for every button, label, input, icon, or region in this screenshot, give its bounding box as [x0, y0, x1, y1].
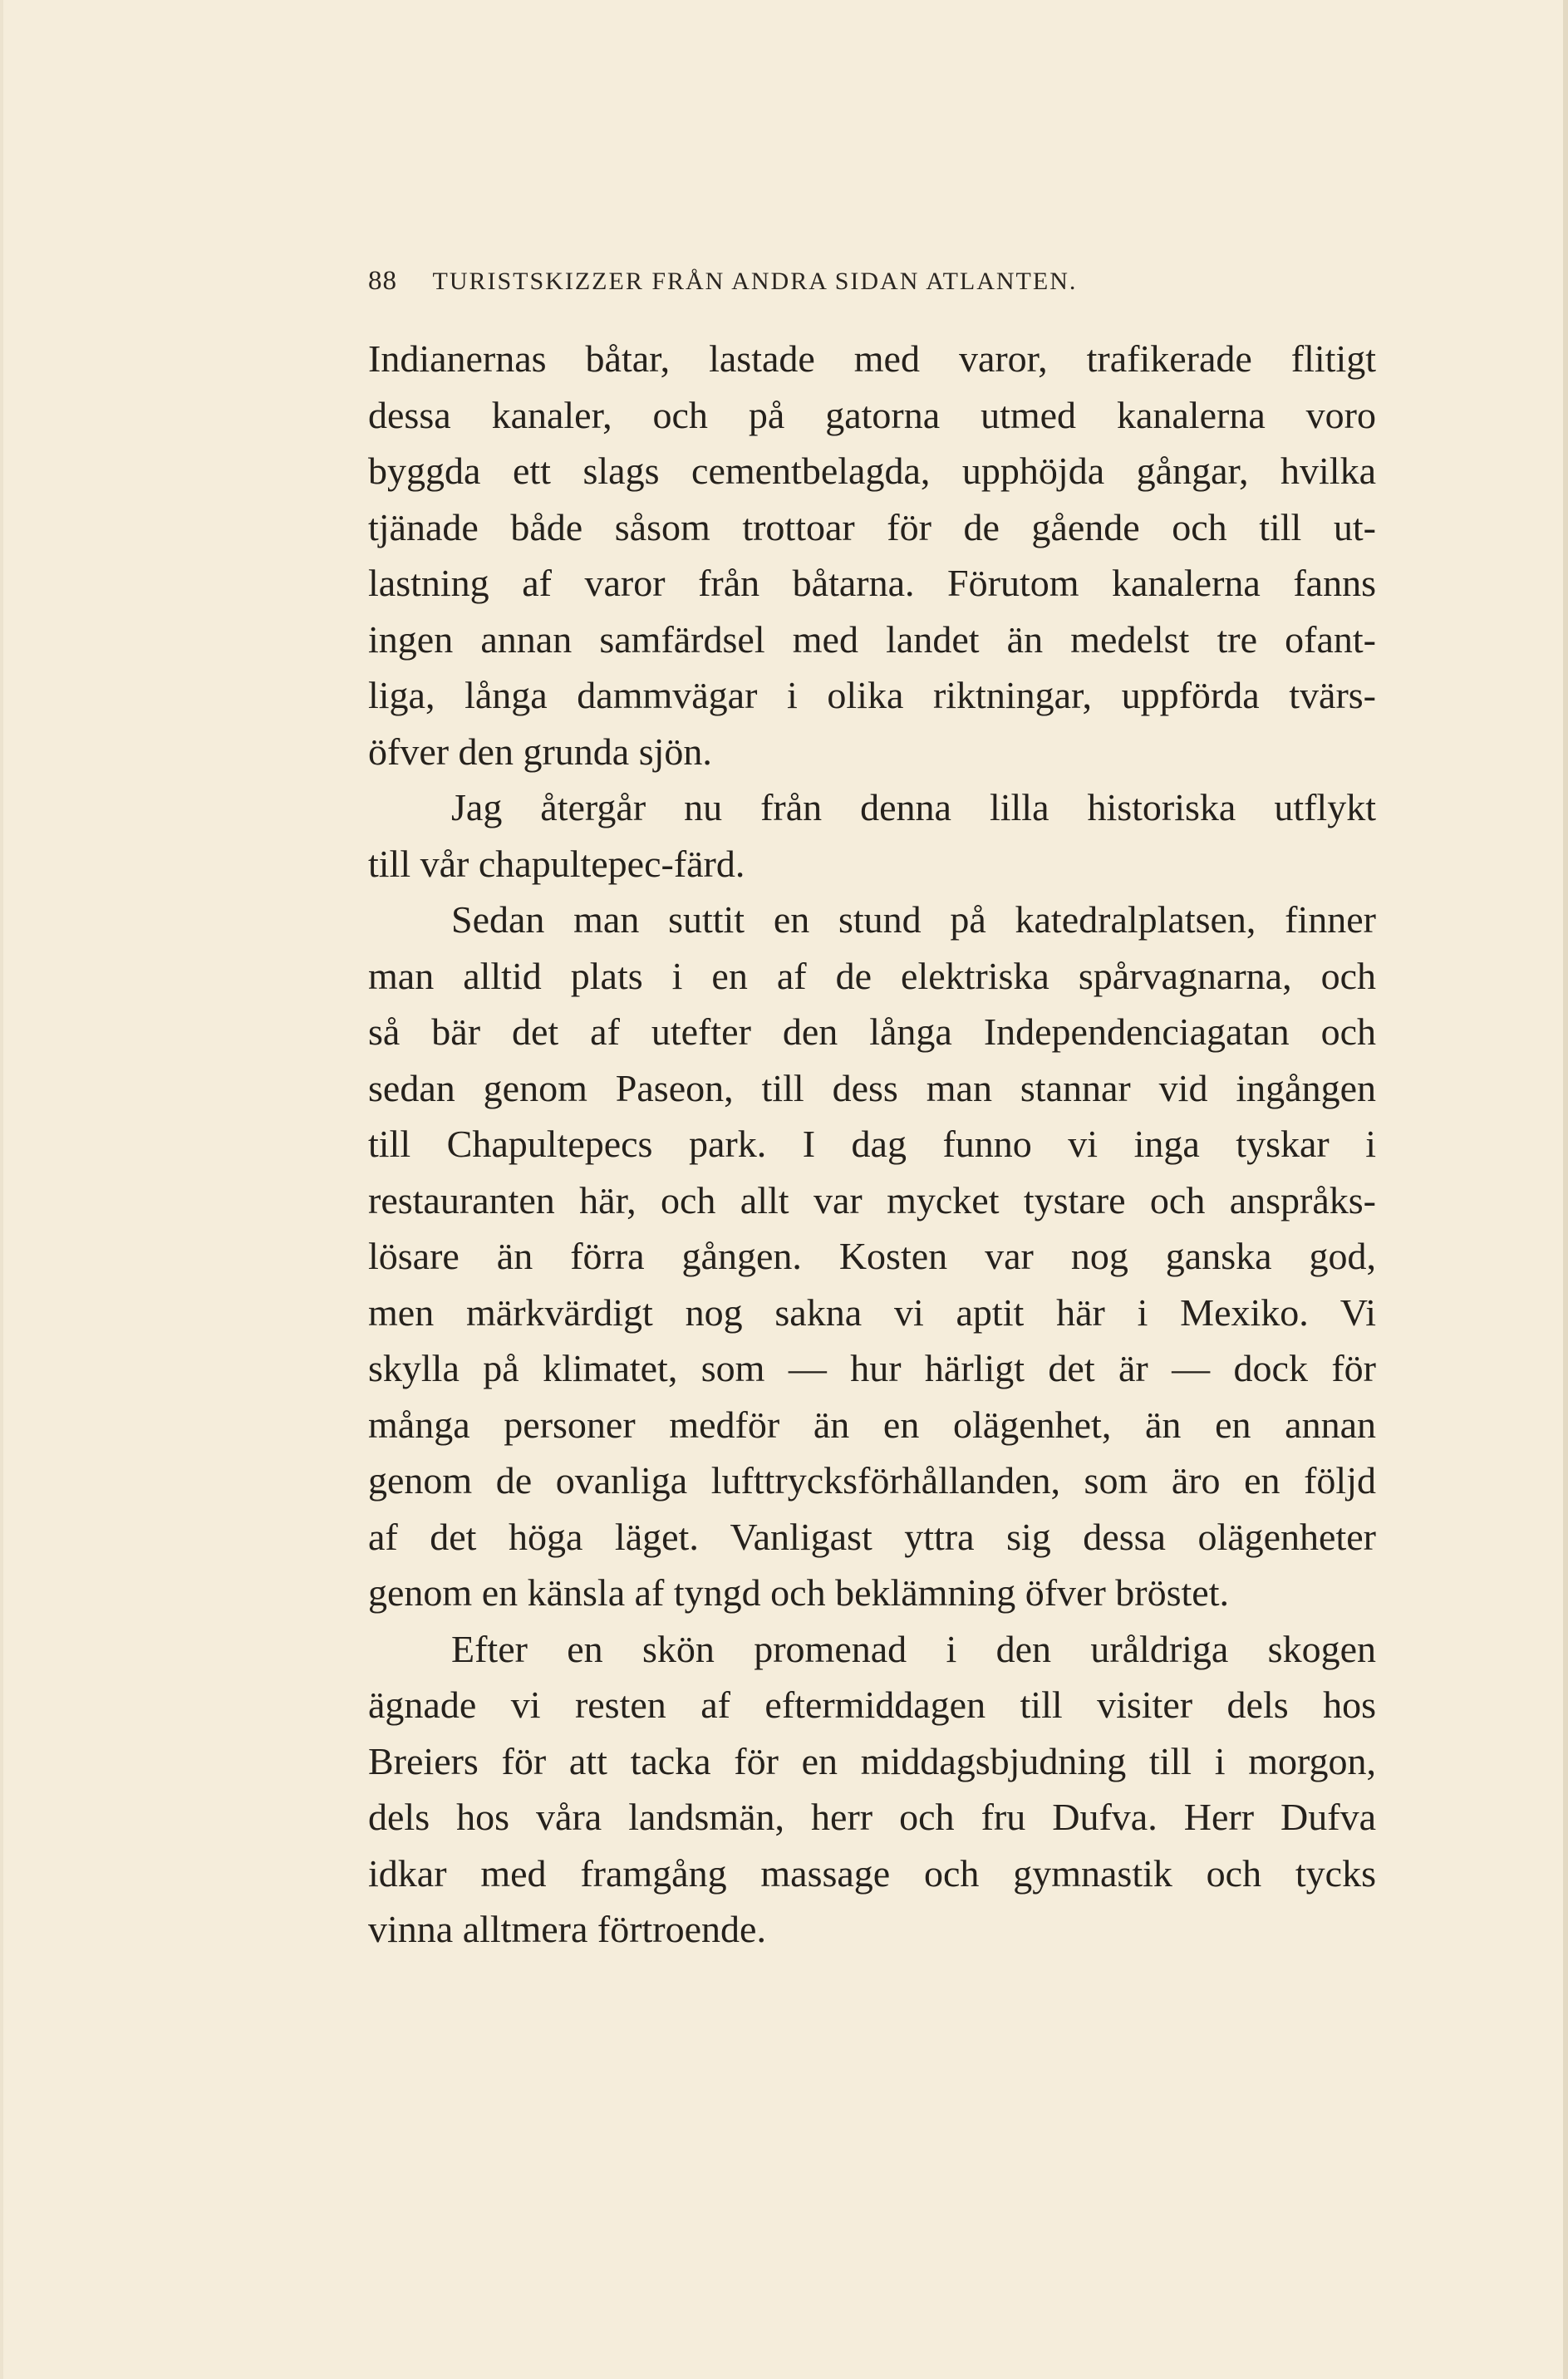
text-line: många personer medför än en olägenhet, än en annan — [368, 1403, 1376, 1446]
text-line: dessa kanaler, och på gatorna utmed kanalerna voro — [368, 393, 1376, 436]
text-line: genom de ovanliga lufttrycksförhållanden, som äro en följd — [368, 1459, 1376, 1502]
text-line: Indianernas båtar, lastade med varor, trafikerade flitigt — [368, 337, 1376, 380]
text-line: Breiers för att tacka för en middagsbjudning till i morgon, — [368, 1739, 1376, 1782]
text-line: af det höga läget. Vanligast yttra sig dessa olägenheter — [368, 1515, 1376, 1558]
text-line: genom en känsla af tyngd och beklämning öfver bröstet. — [368, 1571, 1229, 1614]
text-line: tjänade både såsom trottoar för de gående och till ut- — [368, 505, 1376, 548]
running-head — [368, 264, 1398, 298]
text-line: lastning af varor från båtarna. Förutom kanalerna fanns — [368, 562, 1376, 604]
text-line: öfver den grunda sjön. — [368, 730, 712, 773]
body-text — [368, 331, 1376, 1958]
text-line: sedan genom Paseon, till dess man stannar vid ingången — [368, 1066, 1376, 1109]
text-line: Jag återgår nu från denna lilla historiska utflykt — [451, 786, 1376, 828]
text-line: så bär det af utefter den långa Independenciagatan och — [368, 1010, 1376, 1053]
text-line: restauranten här, och allt var mycket tystare och anspråks- — [368, 1178, 1376, 1221]
text-line: liga, långa dammvägar i olika riktningar, uppförda tvärs- — [368, 674, 1376, 716]
page-edge-right — [1563, 0, 1568, 2379]
text-line: byggda ett slags cementbelagda, upphöjda gångar, hvilka — [368, 450, 1376, 492]
text-line: skylla på klimatet, som — hur härligt det är — dock för — [368, 1347, 1376, 1389]
text-line: ingen annan samfärdsel med landet än medelst tre ofant- — [368, 617, 1376, 661]
text-line: Efter en skön promenad i den uråldriga skogen — [451, 1627, 1376, 1670]
text-line: till vår chapultepec-färd. — [368, 842, 745, 885]
paragraph — [368, 779, 1376, 892]
text-line: ägnade vi resten af eftermiddagen till visiter dels hos — [368, 1683, 1376, 1726]
text-line: Sedan man suttit en stund på katedralplatsen, finner — [451, 898, 1376, 941]
text-line: lösare än förra gången. Kosten var nog ganska god, — [368, 1235, 1376, 1277]
text-line: idkar med framgång massage och gymnastik och tycks — [368, 1851, 1376, 1895]
text-line: vinna alltmera förtroende. — [368, 1908, 766, 1950]
text-line: men märkvärdigt nog sakna vi aptit här i Mexiko. Vi — [368, 1290, 1376, 1334]
paragraph — [368, 1621, 1376, 1958]
running-title: TURISTSKIZZER FRÅN ANDRA SIDAN ATLANTEN. — [432, 268, 1078, 295]
paragraph — [368, 331, 1376, 779]
page-edge-left — [0, 0, 3, 2379]
text-line: man alltid plats i en af de elektriska spårvagnarna, och — [368, 954, 1376, 997]
text-line: till Chapultepecs park. I dag funno vi inga tyskar i — [368, 1123, 1376, 1165]
paragraph — [368, 892, 1376, 1621]
page-number: 88 — [368, 266, 397, 296]
text-line: dels hos våra landsmän, herr och fru Dufva. Herr Dufva — [368, 1796, 1376, 1838]
